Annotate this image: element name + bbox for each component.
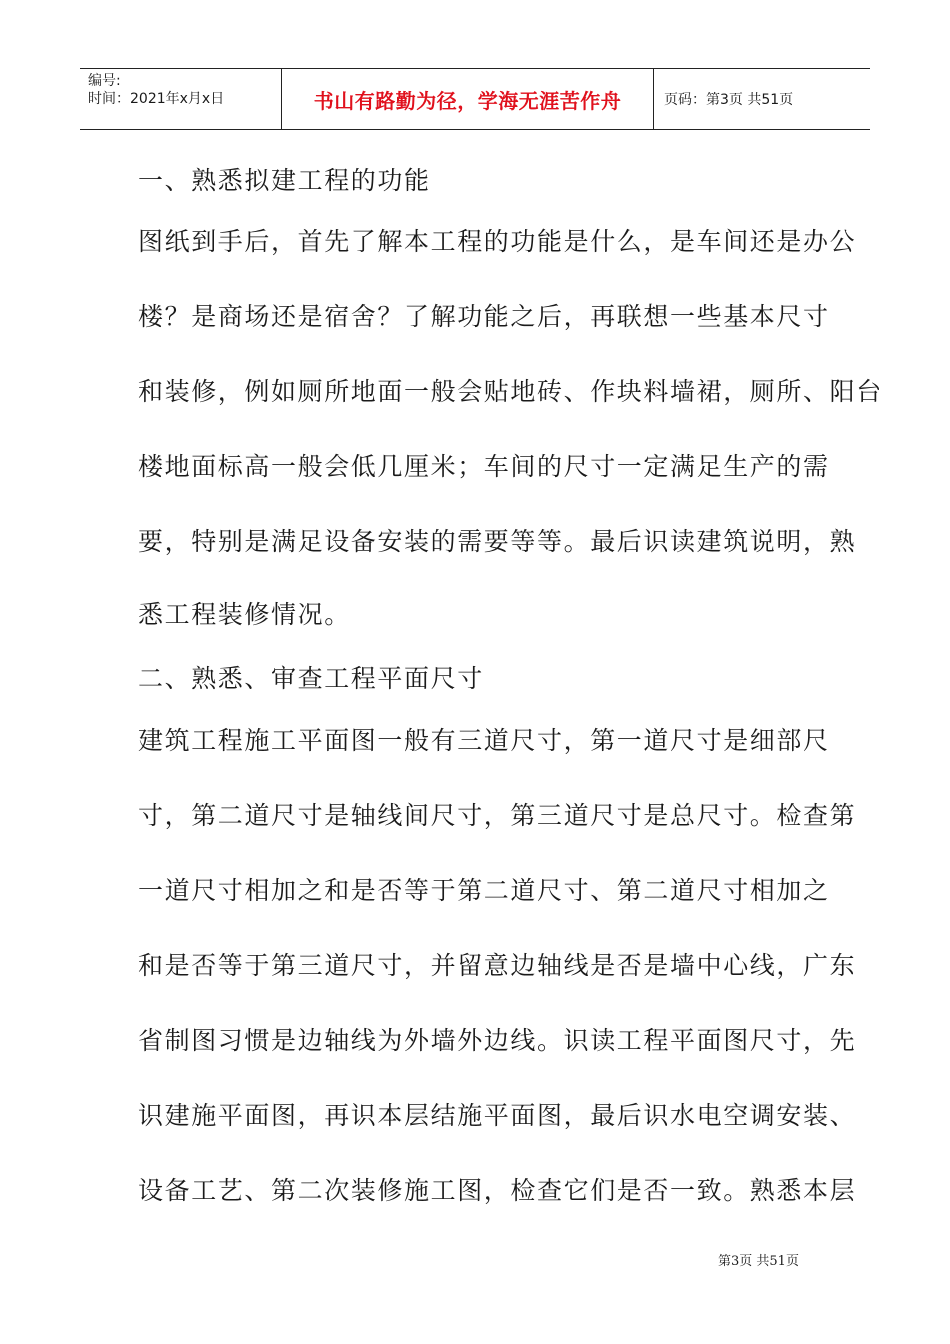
header-meta-cell — [80, 69, 282, 129]
motto-text: 书山有路勤为径，学海无涯苦作舟 — [313, 88, 622, 113]
text-line: 识建施平面图，再识本层结施平面图，最后识水电空调安装、 — [138, 1101, 857, 1130]
section-heading: 一、熟悉拟建工程的功能 — [138, 166, 431, 195]
section-heading: 二、熟悉、审查工程平面尺寸 — [138, 664, 484, 693]
header-motto-cell — [282, 69, 654, 129]
text-line: 省制图习惯是边轴线为外墙外边线。识读工程平面图尺寸，先 — [138, 1026, 857, 1055]
text-line: 图纸到手后，首先了解本工程的功能是什么，是车间还是办公 — [138, 227, 857, 256]
header-page-info: 页码：第3页 共51页 — [664, 92, 794, 108]
text-line: 和是否等于第三道尺寸，并留意边轴线是否是墙中心线，广东 — [138, 951, 857, 980]
number-label: 编号: — [88, 73, 121, 89]
text-line: 设备工艺、第二次装修施工图，检查它们是否一致。熟悉本层 — [138, 1176, 857, 1205]
text-line: 寸，第二道尺寸是轴线间尺寸，第三道尺寸是总尺寸。检查第 — [138, 801, 857, 830]
document-header — [80, 68, 870, 130]
text-line: 和装修，例如厕所地面一般会贴地砖、作块料墙裙，厕所、阳台 — [138, 377, 883, 406]
text-line: 建筑工程施工平面图一般有三道尺寸，第一道尺寸是细部尺 — [138, 726, 830, 755]
text-line: 一道尺寸相加之和是否等于第二道尺寸、第二道尺寸相加之 — [138, 876, 830, 905]
text-line: 要，特别是满足设备安装的需要等等。最后识读建筑说明，熟 — [138, 527, 857, 556]
text-line: 楼？是商场还是宿舍？了解功能之后，再联想一些基本尺寸 — [138, 302, 830, 331]
page-footer: 第3页 共51页 — [718, 1254, 799, 1269]
text-line: 楼地面标高一般会低几厘米；车间的尺寸一定满足生产的需 — [138, 452, 830, 481]
text-line: 悉工程装修情况。 — [138, 600, 351, 629]
time-label: 时间：2021年x月x日 — [88, 91, 225, 107]
header-page-cell — [654, 69, 870, 129]
